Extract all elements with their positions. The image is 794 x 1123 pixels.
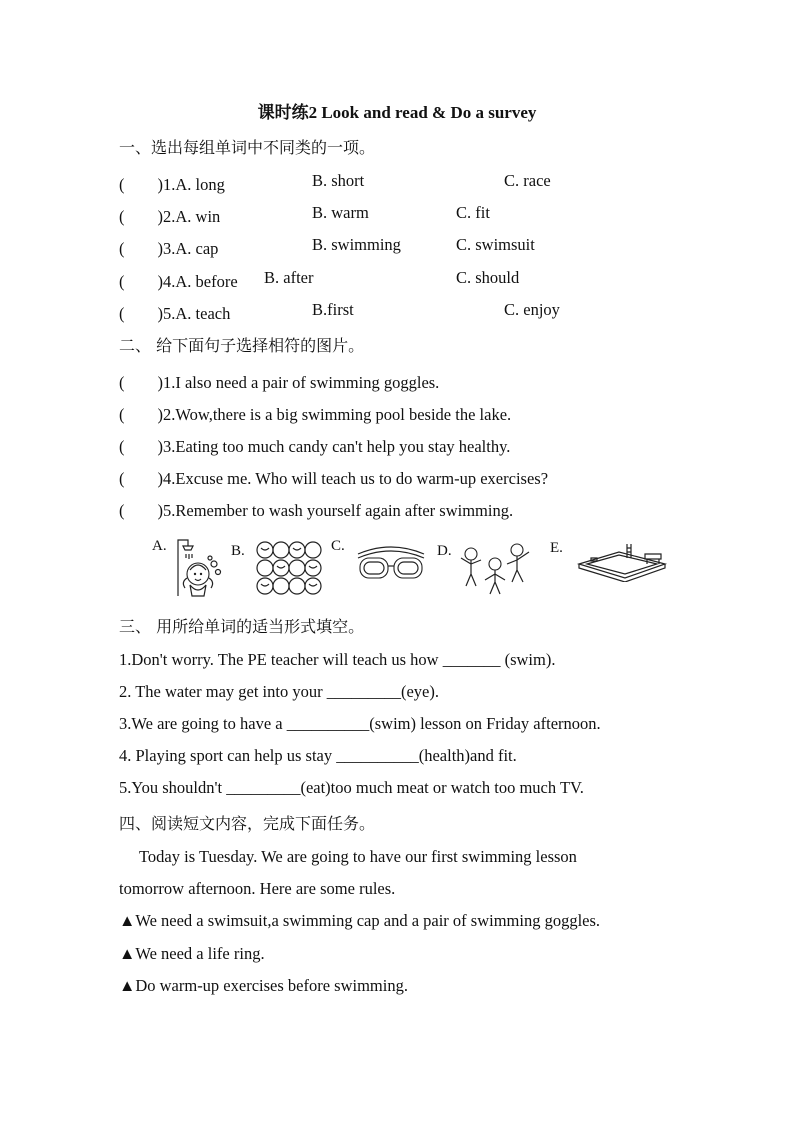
part3-item-5: 5.You shouldn't _________(eat)too much meat or watch too much TV. [119, 778, 584, 797]
part2-heading: 二、 给下面句子选择相符的图片。 [119, 336, 365, 355]
swimming-pool-picture [575, 536, 669, 582]
option-b: B. short [312, 171, 365, 190]
rule-3: ▲Do warm-up exercises before swimming. [119, 976, 408, 995]
option-c: C. swimsuit [456, 235, 535, 254]
option-c: C. enjoy [504, 300, 560, 319]
warm-up-children-picture [457, 538, 533, 596]
part3-heading: 三、 用所给单词的适当形式填空。 [119, 617, 365, 636]
part3-item-1: 1.Don't worry. The PE teacher will teach us how _______ (swim). [119, 650, 556, 669]
option-b: B.first [312, 300, 354, 319]
item-question: ( )1.A. long [119, 175, 225, 194]
rule-2: ▲We need a life ring. [119, 944, 265, 963]
option-b: B. swimming [312, 235, 401, 254]
shower-picture [170, 534, 228, 598]
goggles-picture [354, 540, 428, 584]
option-b: B. after [264, 268, 314, 287]
part1-heading: 一、选出每组单词中不同类的一项。 [119, 138, 376, 157]
item-question: ( )3.A. cap [119, 239, 219, 258]
part2-item-4: ( )4.Excuse me. Who will teach us to do warm-up exercises? [119, 469, 549, 488]
picture-label-e: E. [550, 540, 563, 556]
candy-picture [255, 540, 325, 596]
part2-item-5: ( )5.Remember to wash yourself again after swimming. [119, 501, 514, 520]
passage-line-1: Today is Tuesday. We are going to have our first swimming lesson [139, 847, 577, 866]
picture-label-b: B. [231, 543, 245, 559]
part3-item-4: 4. Playing sport can help us stay __________(health)and fit. [119, 746, 517, 765]
option-b: B. warm [312, 203, 369, 222]
option-c: C. race [504, 171, 551, 190]
part2-item-2: ( )2.Wow,there is a big swimming pool beside the lake. [119, 405, 512, 424]
item-question: ( )4.A. before [119, 272, 238, 291]
part3-item-2: 2. The water may get into your _________(eye). [119, 682, 439, 701]
picture-label-c: C. [331, 538, 345, 554]
passage-line-2: tomorrow afternoon. Here are some rules. [119, 879, 396, 898]
part2-item-1: ( )1.I also need a pair of swimming goggles. [119, 373, 440, 392]
option-c: C. should [456, 268, 520, 287]
page-title: 课时练2 Look and read & Do a survey [257, 103, 537, 122]
picture-label-a: A. [152, 538, 167, 554]
item-question: ( )2.A. win [119, 207, 221, 226]
item-question: ( )5.A. teach [119, 304, 231, 323]
option-c: C. fit [456, 203, 490, 222]
part4-heading: 四、阅读短文内容，完成下面任务。 [119, 814, 376, 833]
part3-item-3: 3.We are going to have a __________(swim) lesson on Friday afternoon. [119, 714, 601, 733]
rule-1: ▲We need a swimsuit,a swimming cap and a pair of swimming goggles. [119, 911, 601, 930]
part2-item-3: ( )3.Eating too much candy can't help you stay healthy. [119, 437, 511, 456]
picture-label-d: D. [437, 543, 452, 559]
